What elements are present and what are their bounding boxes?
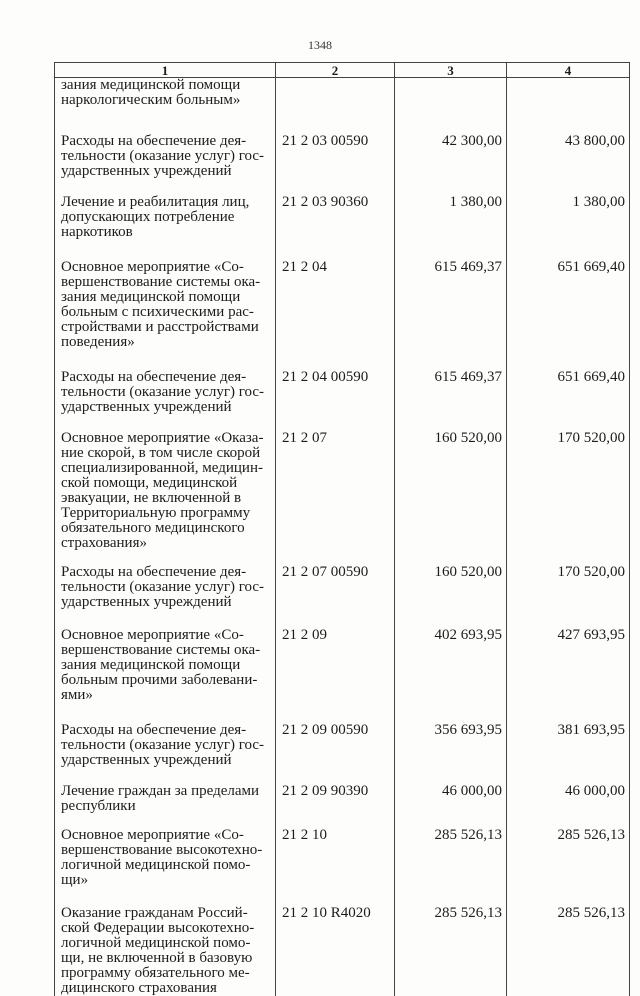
row-name: зания медицинской помощи наркологическим больным»: [55, 78, 276, 135]
table-row: [55, 195, 630, 260]
row-name: Лечение и реабилитация лиц, допускающих потребление наркотиков: [55, 195, 276, 260]
table-row: [55, 784, 630, 828]
table-row: [55, 906, 630, 996]
row-value-col4: 46 000,00: [507, 784, 630, 828]
row-value-col3: 285 526,13: [395, 828, 507, 906]
row-code: [276, 78, 395, 135]
column-header-1: 1: [55, 63, 276, 78]
row-name: Основное мероприятие «Со- вершенствование высокотехно- логичной медицинской помо- щи»: [55, 828, 276, 906]
row-value-col4: 170 520,00: [507, 565, 630, 628]
row-name: Основное мероприятие «Оказа- ние скорой, в том числе скорой специализированной, медицин- ской помощи, медицинской эвакуации, не включенной в Территориальную программу обязательного медицинского страхования»: [55, 431, 276, 565]
table-row: [55, 134, 630, 195]
row-value-col3: 160 520,00: [395, 431, 507, 565]
table-row: [55, 565, 630, 628]
row-name: Основное мероприятие «Со- вершенствование системы ока- зания медицинской помощи больным с психическими рас- стройствами и расстройствами поведения»: [55, 260, 276, 370]
table-body: [55, 78, 630, 996]
row-name: Расходы на обеспечение дея- тельности (оказание услуг) гос- ударственных учреждений: [55, 723, 276, 784]
row-value-col3: 1 380,00: [395, 195, 507, 260]
row-value-col4: 427 693,95: [507, 628, 630, 723]
table-row: [55, 828, 630, 906]
row-value-col4: 651 669,40: [507, 260, 630, 370]
column-header-4: 4: [507, 63, 630, 78]
row-code: 21 2 03 00590: [276, 134, 395, 195]
row-value-col4: 285 526,13: [507, 828, 630, 906]
row-value-col3: 356 693,95: [395, 723, 507, 784]
row-code: 21 2 07 00590: [276, 565, 395, 628]
row-value-col3: 42 300,00: [395, 134, 507, 195]
row-code: 21 2 04 00590: [276, 370, 395, 431]
row-value-col3: 160 520,00: [395, 565, 507, 628]
row-code: 21 2 03 90360: [276, 195, 395, 260]
column-header-3: 3: [395, 63, 507, 78]
row-name: Основное мероприятие «Со- вершенствование системы ока- зания медицинской помощи больным прочими заболевани- ями»: [55, 628, 276, 723]
page-number: 1348: [0, 38, 640, 53]
row-value-col4: 651 669,40: [507, 370, 630, 431]
row-value-col4: 170 520,00: [507, 431, 630, 565]
row-value-col4: 1 380,00: [507, 195, 630, 260]
row-code: 21 2 10: [276, 828, 395, 906]
table-row: [55, 260, 630, 370]
row-name: Расходы на обеспечение дея- тельности (оказание услуг) гос- ударственных учреждений: [55, 134, 276, 195]
row-value-col4: [507, 78, 630, 135]
budget-table: [54, 62, 630, 996]
row-name: Расходы на обеспечение дея- тельности (оказание услуг) гос- ударственных учреждений: [55, 565, 276, 628]
table-row: [55, 78, 630, 135]
row-code: 21 2 09 00590: [276, 723, 395, 784]
row-code: 21 2 09 90390: [276, 784, 395, 828]
row-value-col3: 615 469,37: [395, 370, 507, 431]
row-value-col3: [395, 78, 507, 135]
row-code: 21 2 07: [276, 431, 395, 565]
row-value-col3: 285 526,13: [395, 906, 507, 996]
row-name: Расходы на обеспечение дея- тельности (оказание услуг) гос- ударственных учреждений: [55, 370, 276, 431]
row-value-col3: 615 469,37: [395, 260, 507, 370]
table-row: [55, 723, 630, 784]
row-value-col4: 381 693,95: [507, 723, 630, 784]
row-name: Лечение граждан за пределами республики: [55, 784, 276, 828]
row-code: 21 2 04: [276, 260, 395, 370]
table-row: [55, 431, 630, 565]
row-value-col3: 46 000,00: [395, 784, 507, 828]
row-value-col4: 285 526,13: [507, 906, 630, 996]
table-row: [55, 370, 630, 431]
table-header: [55, 63, 630, 78]
row-code: 21 2 09: [276, 628, 395, 723]
table-row: [55, 628, 630, 723]
column-number-row: [55, 63, 630, 78]
row-code: 21 2 10 R4020: [276, 906, 395, 996]
row-name: Оказание гражданам Россий- ской Федерации высокотехно- логичной медицинской помо- щи, не включенной в базовую программу обязательного ме- дицинского страхования: [55, 906, 276, 996]
column-header-2: 2: [276, 63, 395, 78]
row-value-col3: 402 693,95: [395, 628, 507, 723]
row-value-col4: 43 800,00: [507, 134, 630, 195]
